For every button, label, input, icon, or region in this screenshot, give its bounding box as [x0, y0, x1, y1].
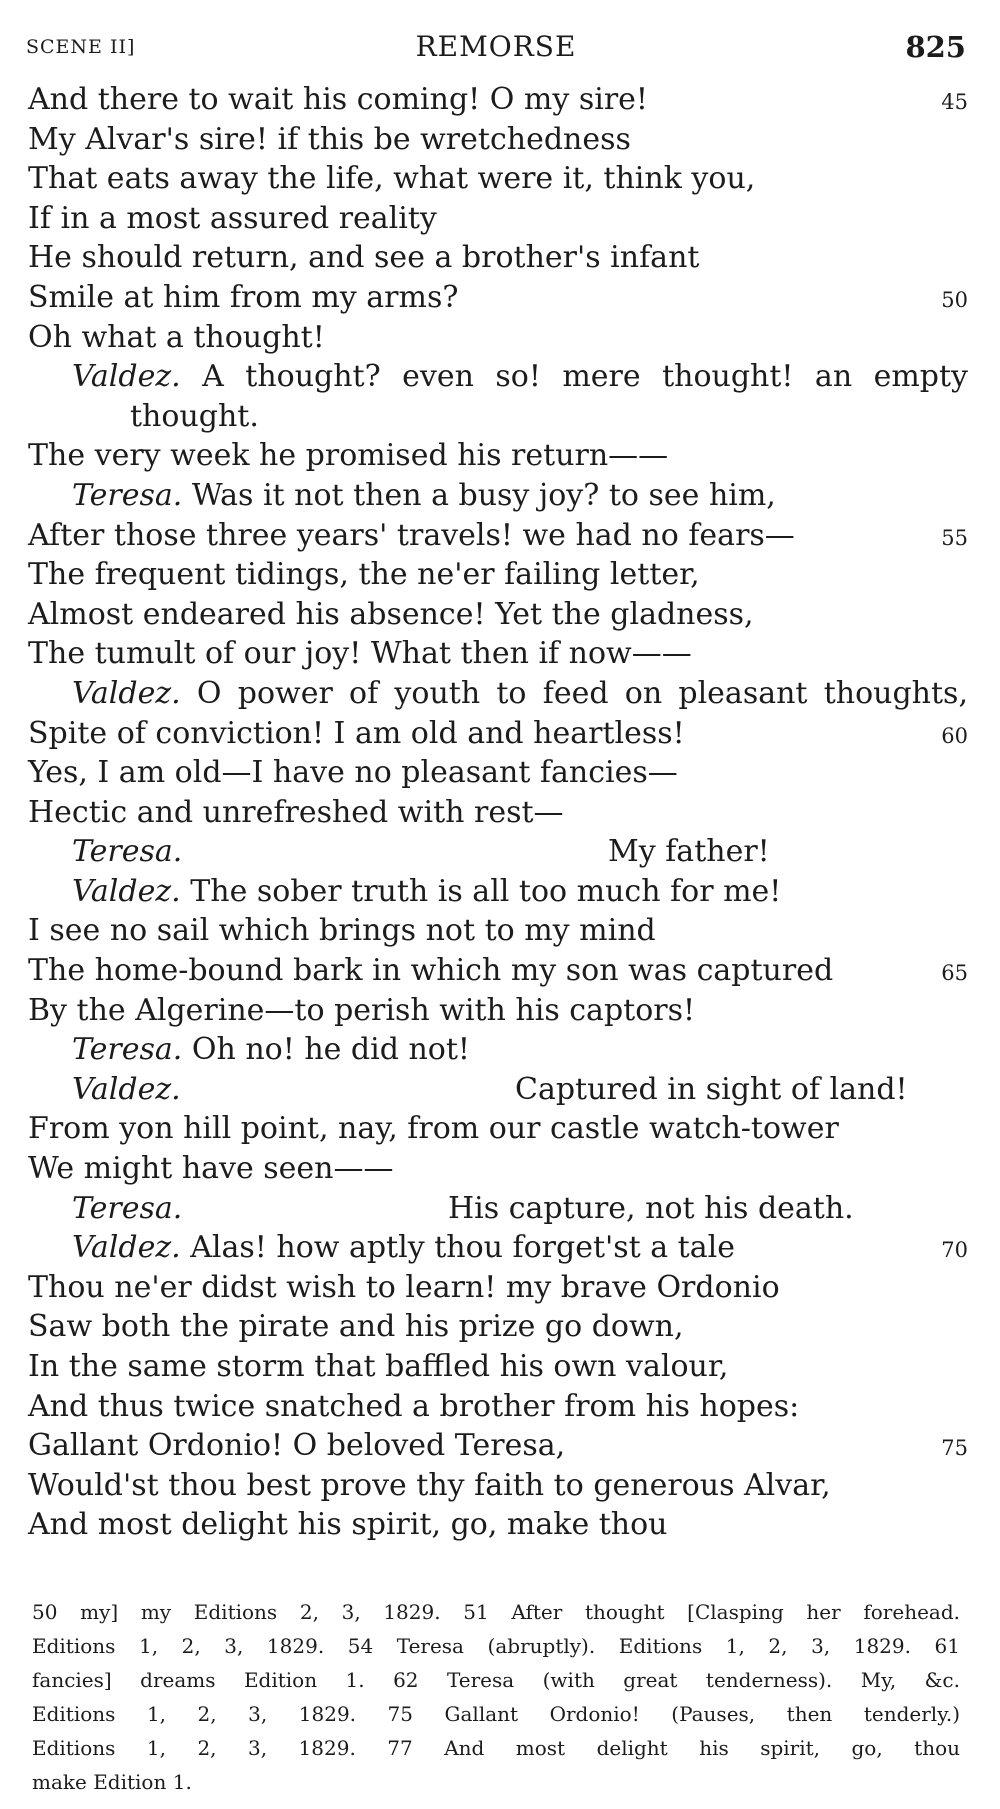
- verse-line: The home-bound bark in which my son was captured 65: [28, 951, 968, 991]
- line-number: 75: [941, 1436, 968, 1461]
- verse-line: If in a most assured reality: [28, 200, 437, 236]
- verse-line: The frequent tidings, the ne'er failing letter,: [28, 557, 700, 593]
- verse-line: From yon hill point, nay, from our castle watch-tower: [28, 1111, 839, 1147]
- footnote-line: Editions 1, 2, 3, 1829. 77 And most delight his spirit, go, thou: [32, 1736, 960, 1760]
- verse-line: The tumult of our joy! What then if now——: [28, 636, 692, 672]
- verse-line: Hectic and unrefreshed with rest—: [28, 794, 564, 830]
- footnote-line: make Edition 1.: [32, 1770, 192, 1794]
- verse-line: After those three years' travels! we had no fears— 55: [28, 516, 968, 556]
- verse-line: We might have seen——: [28, 1151, 394, 1187]
- speaker-name: Valdez.: [72, 675, 181, 711]
- footnote-line: fancies] dreams Edition 1. 62 Teresa (with great tenderness). My, &c.: [32, 1668, 960, 1692]
- speaker-name: Valdez.: [72, 1230, 181, 1266]
- speaker-name: Valdez.: [72, 873, 181, 909]
- line-number: 65: [941, 961, 968, 986]
- verse-line: Valdez. Alas! how aptly thou forget'st a tale 70: [28, 1228, 968, 1268]
- scene-label: SCENE II]: [26, 36, 136, 58]
- verse-line: By the Algerine—to perish with his captors!: [28, 992, 696, 1028]
- verse-line: In the same storm that baffled his own valour,: [28, 1349, 729, 1384]
- verse-line: Spite of conviction! I am old and heartless! 60: [28, 714, 968, 754]
- line-number: 70: [941, 1238, 968, 1263]
- line-number: 45: [941, 90, 968, 114]
- speaker-name: Valdez.: [72, 359, 181, 395]
- line-number: 55: [941, 525, 968, 550]
- verse-line: The very week he promised his return——: [28, 438, 669, 474]
- verse-line: Valdez. O power of youth to feed on pleasant thoughts,: [72, 675, 968, 711]
- verse-line: Would'st thou best prove thy faith to generous Alvar,: [28, 1467, 831, 1503]
- page-title: REMORSE: [415, 30, 577, 63]
- verse-line: Teresa. My father!: [72, 834, 770, 870]
- verse-text: [28, 80, 968, 1545]
- verse-line: He should return, and see a brother's infant: [28, 240, 700, 276]
- line-number: 50: [941, 287, 968, 312]
- verse-line: Smile at him from my arms? 50: [28, 278, 968, 318]
- verse-line: Gallant Ordonio! O beloved Teresa, 75: [28, 1426, 968, 1466]
- verse-line: Saw both the pirate and his prize go down,: [28, 1309, 684, 1345]
- verse-line: Thou ne'er didst wish to learn! my brave Ordonio: [28, 1269, 780, 1305]
- verse-line: Yes, I am old—I have no pleasant fancies—: [28, 755, 678, 791]
- speaker-name: Teresa.: [72, 1190, 183, 1226]
- footnote-line: Editions 1, 2, 3, 1829. 54 Teresa (abruptly). Editions 1, 2, 3, 1829. 61: [32, 1634, 960, 1658]
- verse-line: Valdez. The sober truth is all too much for me!: [72, 873, 782, 909]
- footnote-line: Editions 1, 2, 3, 1829. 75 Gallant Ordonio! (Pauses, then tenderly.): [32, 1702, 960, 1726]
- verse-line: Teresa. Oh no! he did not!: [72, 1032, 470, 1068]
- footnote-line: 50 my] my Editions 2, 3, 1829. 51 After thought [Clasping her forehead.: [32, 1600, 960, 1624]
- verse-line: Oh what a thought!: [28, 319, 325, 355]
- verse-line: My Alvar's sire! if this be wretchedness: [28, 121, 631, 157]
- verse-line: thought.: [130, 398, 259, 434]
- speaker-name: Valdez.: [72, 1071, 181, 1107]
- verse-line: And most delight his spirit, go, make thou: [28, 1507, 668, 1543]
- verse-line: Valdez. Captured in sight of land!: [72, 1071, 908, 1107]
- speaker-name: Teresa.: [72, 834, 183, 870]
- running-header: [26, 30, 966, 70]
- page-number: 825: [905, 30, 966, 64]
- line-number: 60: [941, 723, 968, 748]
- verse-line: Teresa. Was it not then a busy joy? to see him,: [72, 477, 776, 513]
- verse-line: That eats away the life, what were it, think you,: [28, 161, 756, 197]
- verse-line: I see no sail which brings not to my mind: [28, 913, 656, 949]
- speaker-name: Teresa.: [72, 1032, 183, 1068]
- footnotes: [32, 1595, 960, 1799]
- verse-line: Valdez. A thought? even so! mere thought! an empty: [72, 359, 968, 395]
- speaker-name: Teresa.: [72, 477, 183, 513]
- verse-line: Teresa. His capture, not his death.: [72, 1190, 854, 1226]
- verse-line: And there to wait his coming! O my sire! 45: [28, 80, 968, 120]
- verse-line: And thus twice snatched a brother from his hopes:: [28, 1388, 800, 1424]
- verse-line: Almost endeared his absence! Yet the gladness,: [28, 596, 754, 632]
